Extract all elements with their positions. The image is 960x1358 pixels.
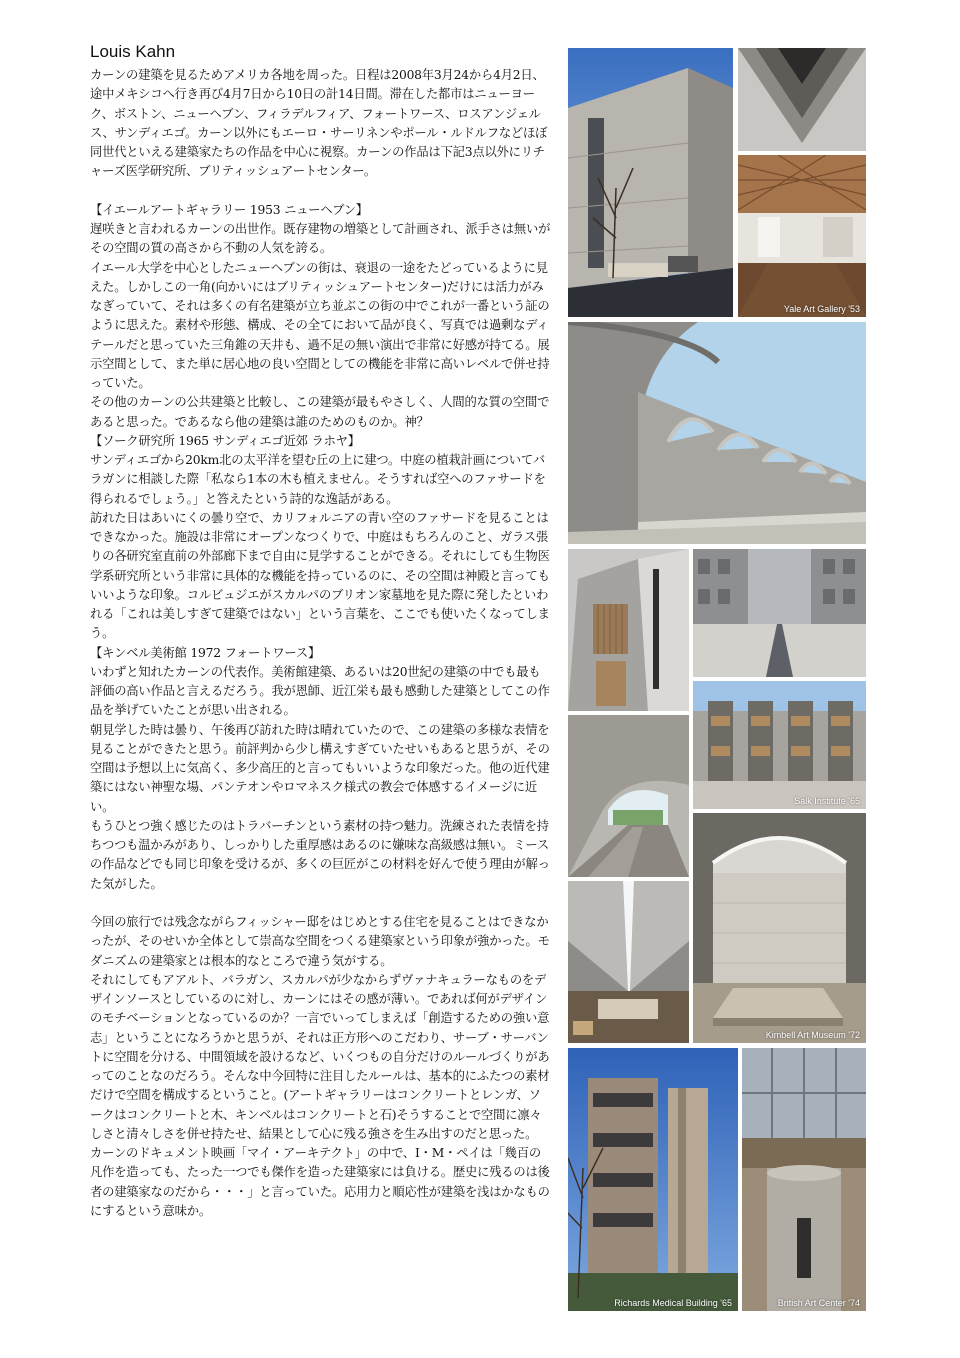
paragraph: イエール大学を中心としたニューヘブンの街は、衰退の一途をたどっているように見えた。しかしこの一角(向かいにはブリティッシュアートセンター)だけには活力がみなぎっていて、それは多くの有名建築が立ち並ぶこの街の中でこれが一番という証のように思えた。素材や形態、構成、その全てにおいて品が良く、写真では過剰なディテールだと思っていた三角錐の天井も、過不足の無い演出で非常に好感が持てる。展示空間として、また単に居心地の良い空間としての機能を非常に高いレベルで併せ持っていた。 — [90, 260, 550, 390]
caption-yale: Yale Art Gallery '53 — [783, 304, 860, 314]
blank-line — [90, 182, 552, 201]
paragraph: それにしてもアアルト、バラガン、スカルパが少なからずヴァナキュラーなものをデザインソースとしているのに対し、カーンにはその感が薄い。であれば何がデザインのモチベーションとなっているのか？一言でいってしまえば「創造するための強い意志」ということになろうかと思うが、それは正方形へのこだわり、サーブ・サーバントに空間を分ける、中間領域を設けるなど、いくつもの自分だけのルールづくりがあってのことなのだろう。そんな中今回特に注目したルールは、基本的にふたつの素材だけで空間を構成するということ。(アートギャラリーはコンクリートとレンガ、ソークはコンクリートと木、キンベルはコンクリートと石)そうすることで空間に凛々しさと清々しさを併せ持たせ、結果として心に残る強さを生み出すのだと思った。 — [90, 972, 550, 1141]
section-heading-kimbell: 【キンベル美術館 1972 フォートワース】 — [90, 645, 321, 660]
salk-towers-photo — [693, 681, 866, 809]
paragraph: 今回の旅行では残念ながらフィッシャー邸をはじめとする住宅を見ることはできなかったが、そのせいか全体として崇高な空間をつくる建築家という印象が強かった。モダニズムの建築家とは根本的なところで違う気がする。 — [90, 915, 550, 968]
paragraph: いわずと知れたカーンの代表作。美術館建築、あるいは20世紀の建築の中でも最も評価の高い作品と言えるだろう。我が恩師、近江栄も最も感動した建築としてこの作品を挙げていたことが思い出される。 — [90, 664, 550, 718]
caption-salk: Salk Institute '65 — [794, 796, 860, 806]
yale-exterior-photo — [568, 48, 733, 317]
british-art-center-photo — [742, 1048, 866, 1311]
kimbell-portico-photo — [568, 715, 689, 877]
salk-courtyard-photo — [693, 549, 866, 677]
section-heading-salk: 【ソーク研究所 1965 サンディエゴ近郊 ラホヤ】 — [90, 433, 360, 448]
paragraph: その他のカーンの公共建築と比較し、この建築が最もやさしく、人間的な質の空間であると思った。であるなら他の建築は誰のためのものか。神？ — [90, 395, 550, 429]
caption-richards: Richards Medical Building '65 — [614, 1298, 732, 1308]
caption-kimbell: Kimbell Art Museum '72 — [765, 1030, 860, 1040]
richards-building-photo — [568, 1048, 738, 1311]
paragraph: サンディエゴから20km北の太平洋を望む丘の上に建つ。中庭の植栽計画についてバラガンに相談した際「私なら1本の木も植えません。そうすれば空へのファサードを得られるでしょう。」と答えたという詩的な逸話がある。 — [90, 453, 546, 506]
section-heading-yale: 【イエールアートギャラリー 1953 ニューヘブン】 — [90, 202, 368, 217]
page-title: Louis Kahn — [90, 42, 176, 61]
intro-paragraph: カーンの建築を見るためアメリカ各地を周った。日程は2008年3月24から4月2日、途中メキシコへ行き再び4月7日から10日の計14日間。滞在した都市はニューヨーク、ボストン、ニューヘブン、フィラデルフィア、フォートワース、ロスアンジェルス、サンディエゴ。カーン以外にもエーロ・サーリネンやポール・ルドルフなどほぼ同世代といえる建築家たちの作品を中心に視察。カーンの作品は下記3点以外にリチャーズ医学研究所、ブリティッシュアートセンター。 — [90, 68, 548, 179]
blank-line — [90, 894, 552, 913]
salk-facade-photo — [568, 549, 689, 711]
kimbell-exterior-photo — [568, 322, 866, 544]
article-body — [90, 66, 552, 1221]
paragraph: もうひとつ強く感じたのはトラバーチンという素材の持つ魅力。洗練された表情を持ちつつも温かみがあり、しっかりした重厚感はあるのに嫌味な高級感は無い。ミースの作品などでも同じ印象を受けるが、多くの巨匠がこの材料を好んで使う理由が解った気がした。 — [90, 818, 550, 891]
paragraph: 遅咲きと言われるカーンの出世作。既存建物の増築として計画され、派手さは無いがその空間の質の高さから不動の人気を誇る。 — [90, 222, 551, 256]
kimbell-interior-photo — [693, 813, 866, 1043]
paragraph: 朝見学した時は曇り、午後再び訪れた時は晴れていたので、この建築の多様な表情を見ることができたと思う。前評判から少し構えすぎていたせいもあると思うが、その空間は予想以上に気高く、多少高圧的と言ってもいいような印象だった。他の近代建築にはない神聖な場、パンテオンやロマネスク様式の教会で体感するイメージに近い。 — [90, 722, 550, 814]
yale-ceiling-photo — [738, 48, 866, 151]
yale-interior-photo — [738, 155, 866, 317]
paragraph: カーンのドキュメント映画「マイ・アーキテクト」の中で、I・M・ペイは「幾百の凡作を造っても、たった一つでも傑作を造った建築家には負ける。歴史に残るのは後者の建築家なのだから・・・」と言っていた。応用力と順応性が建築を浅はかなものにするという意味か。 — [90, 1146, 550, 1218]
caption-british: British Art Center '74 — [777, 1298, 860, 1308]
paragraph: 訪れた日はあいにくの曇り空で、カリフォルニアの青い空のファサードを見ることはできなかった。施設は非常にオープンなつくりで、中庭はもちろんのこと、ガラス張りの各研究室直前の外部廊下まで自由に見学することができる。それにしても生物医学系研究所という非常に具体的な機能を持っているのに、その空間は神殿と言ってもいいような印象。コルビュジエがスカルパのブリオン家墓地を見た際に発したといわれる「これは美しすぎて建築ではない」という言葉を、ここでも使いたくなってしまう。 — [90, 510, 550, 641]
kimbell-vault-photo — [568, 881, 689, 1043]
